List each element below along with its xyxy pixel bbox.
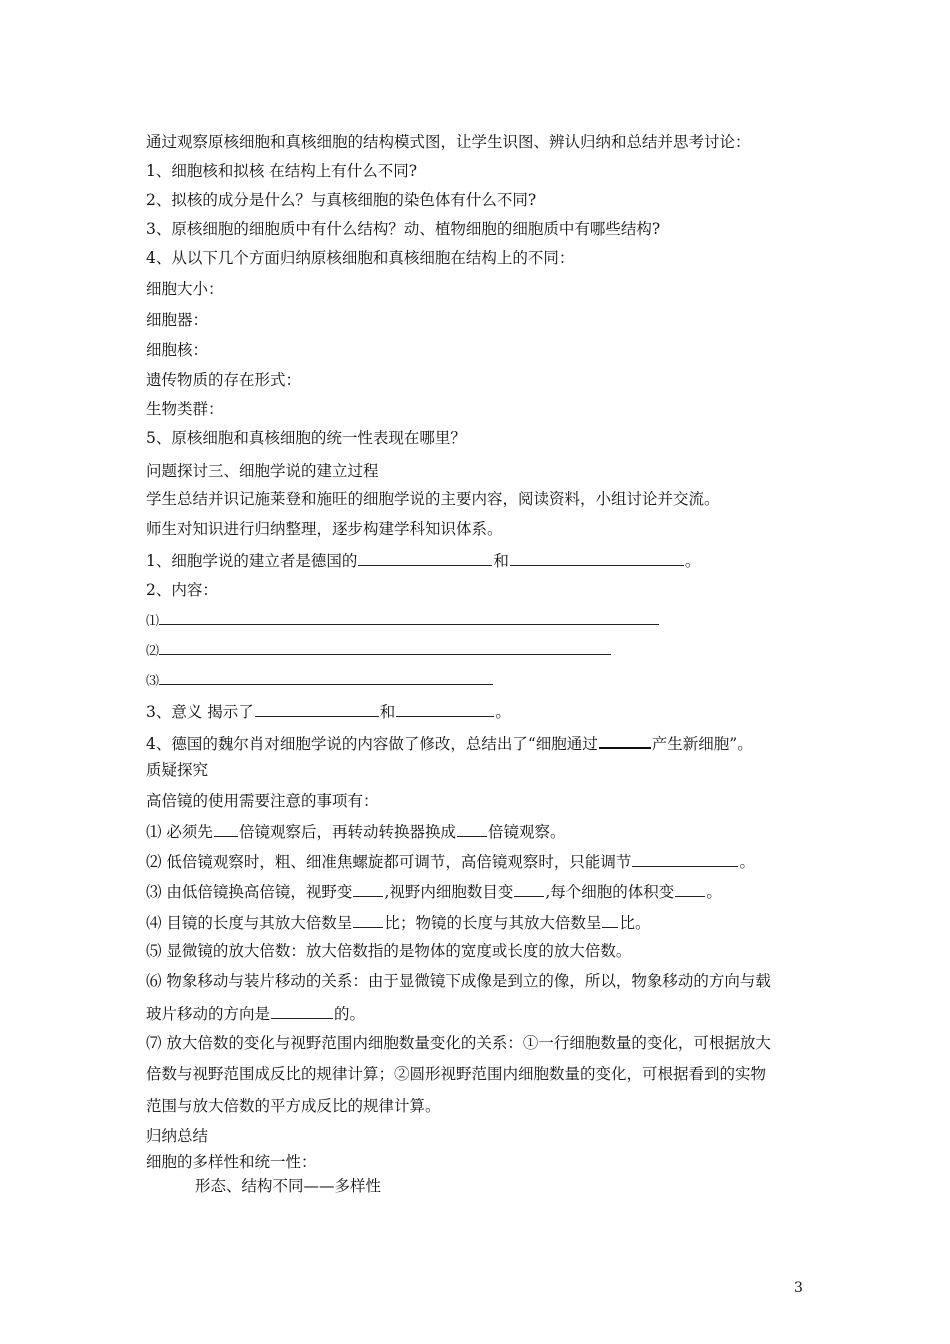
founders-end: 。 <box>684 552 701 570</box>
blank-content-1[interactable] <box>159 610 659 625</box>
blank-significance-2[interactable] <box>396 700 494 717</box>
note-4 <box>146 911 650 933</box>
note-7-cont1: 倍数与视野范围成反比的规律计算；②圆形视野范围内细胞数量的变化，可根据看到的实物 <box>146 1065 767 1083</box>
aspect-genetic-material: 遗传物质的存在形式： <box>146 371 302 389</box>
note-6-end: 的。 <box>334 1005 366 1023</box>
content-item-1-marker: ⑴ <box>146 614 160 629</box>
note-2-end: 。 <box>739 853 755 871</box>
section-heading-cell-theory: 问题探讨三、细胞学说的建立过程 <box>146 462 379 480</box>
knowledge-system-line: 师生对知识进行归纳整理，逐步构建学科知识体系。 <box>146 520 503 538</box>
aspect-nucleus: 细胞核： <box>146 341 209 359</box>
page-number: 3 <box>794 1280 803 1296</box>
note-1-text: ⑴ 必须先 <box>146 823 213 841</box>
blank-note-1a[interactable] <box>214 820 238 837</box>
note-6-cont <box>146 1002 365 1024</box>
note-1-end: 倍镜观察。 <box>487 823 566 841</box>
blank-note-4b[interactable] <box>602 911 618 928</box>
note-3-mid1: ,视野内细胞数目变 <box>384 883 514 901</box>
question-2: 2、拟核的成分是什么？与真核细胞的染色体有什么不同? <box>146 191 537 209</box>
blank-note-1b[interactable] <box>457 820 487 837</box>
question-5: 5、原核细胞和真核细胞的统一性表现在哪里？ <box>146 429 466 447</box>
note-3-text: ⑶ 由低倍镜换高倍镜，视野变 <box>146 883 353 901</box>
significance-end: 。 <box>495 703 511 721</box>
blank-note-6[interactable] <box>271 1002 333 1019</box>
blank-virchow[interactable] <box>599 731 651 749</box>
note-6: ⑹ 物象移动与装片移动的关系：由于显微镜下成像是到立的像，所以，物象移动的方向与载 <box>146 972 771 990</box>
virchow-text: 4、德国的魏尔肖对细胞学说的内容做了修改，总结出了“细胞通过 <box>146 735 598 753</box>
student-summary-line: 学生总结并识记施莱登和施旺的细胞学说的主要内容，阅读资料，小组讨论并交流。 <box>146 490 720 508</box>
note-4-mid: 比；物镜的长度与其放大倍数呈 <box>384 914 602 932</box>
blank-note-2[interactable] <box>632 850 738 867</box>
note-4-text: ⑷ 目镜的长度与其放大倍数呈 <box>146 914 353 932</box>
significance-line <box>146 700 511 722</box>
note-3 <box>146 880 722 902</box>
content-item-2-marker: ⑵ <box>146 644 160 659</box>
note-2-text: ⑵ 低倍镜观察时，粗、细准焦螺旋都可调节，高倍镜观察时，只能调节 <box>146 853 632 871</box>
blank-founder-1[interactable] <box>358 549 492 566</box>
founders-text: 1、细胞学说的建立者是德国的 <box>146 552 358 570</box>
note-3-mid2: ,每个细胞的体积变 <box>545 883 675 901</box>
summary-diversity-unity: 细胞的多样性和统一性： <box>146 1153 317 1171</box>
content-item-1 <box>146 610 659 632</box>
virchow-end: 产生新细胞”。 <box>651 735 753 753</box>
content-item-3 <box>146 670 493 692</box>
note-6-cont-text: 玻片移动的方向是 <box>146 1005 271 1023</box>
note-4-end: 比。 <box>619 914 651 932</box>
blank-note-3a[interactable] <box>353 880 383 897</box>
blank-note-3b[interactable] <box>514 880 544 897</box>
blank-founder-2[interactable] <box>510 549 684 566</box>
blank-note-4a[interactable] <box>353 911 383 928</box>
virchow-line <box>146 731 753 754</box>
content-item-3-marker: ⑶ <box>146 674 160 689</box>
aspect-organism-groups: 生物类群： <box>146 400 224 418</box>
question-3: 3、原核细胞的细胞质中有什么结构？动、植物细胞的细胞质中有哪些结构? <box>146 220 661 238</box>
note-2 <box>146 850 755 872</box>
aspect-cell-size: 细胞大小： <box>146 280 224 298</box>
blank-content-2[interactable] <box>159 640 611 655</box>
section-heading-inquiry: 质疑探究 <box>146 761 209 779</box>
note-5: ⑸ 显微镜的放大倍数：放大倍数指的是物体的宽度或长度的放大倍数。 <box>146 942 632 960</box>
note-1-mid: 倍镜观察后，再转动转换器换成 <box>238 823 456 841</box>
note-1 <box>146 820 565 842</box>
intro-line: 通过观察原核细胞和真核细胞的结构模式图，让学生识图、辨认归纳和总结并思考讨论： <box>146 133 751 151</box>
significance-and: 和 <box>379 703 396 721</box>
content-item-2 <box>146 640 611 662</box>
blank-note-3c[interactable] <box>675 880 705 897</box>
content-heading: 2、内容： <box>146 581 218 599</box>
note-7-cont2: 范围与放大倍数的平方成反比的规律计算。 <box>146 1097 441 1115</box>
section-heading-summary: 归纳总结 <box>146 1127 209 1145</box>
microscope-notes-heading: 高倍镜的使用需要注意的事项有： <box>146 792 379 810</box>
question-1: 1、细胞核和拟核 在结构上有什么不同? <box>146 162 418 180</box>
blank-significance-1[interactable] <box>255 700 379 717</box>
blank-content-3[interactable] <box>159 670 493 685</box>
aspect-organelles: 细胞器： <box>146 311 209 329</box>
founders-and: 和 <box>493 552 509 570</box>
summary-diversity-item: 形态、结构不同——多样性 <box>195 1177 382 1195</box>
question-4: 4、从以下几个方面归纳原核细胞和真核细胞在结构上的不同： <box>146 249 575 267</box>
note-3-end: 。 <box>706 883 722 901</box>
note-7: ⑺ 放大倍数的变化与视野范围内细胞数量变化的关系：①一行细胞数量的变化，可根据放大 <box>146 1034 771 1052</box>
significance-text: 3、意义 揭示了 <box>146 703 254 721</box>
founders-line <box>146 549 700 571</box>
